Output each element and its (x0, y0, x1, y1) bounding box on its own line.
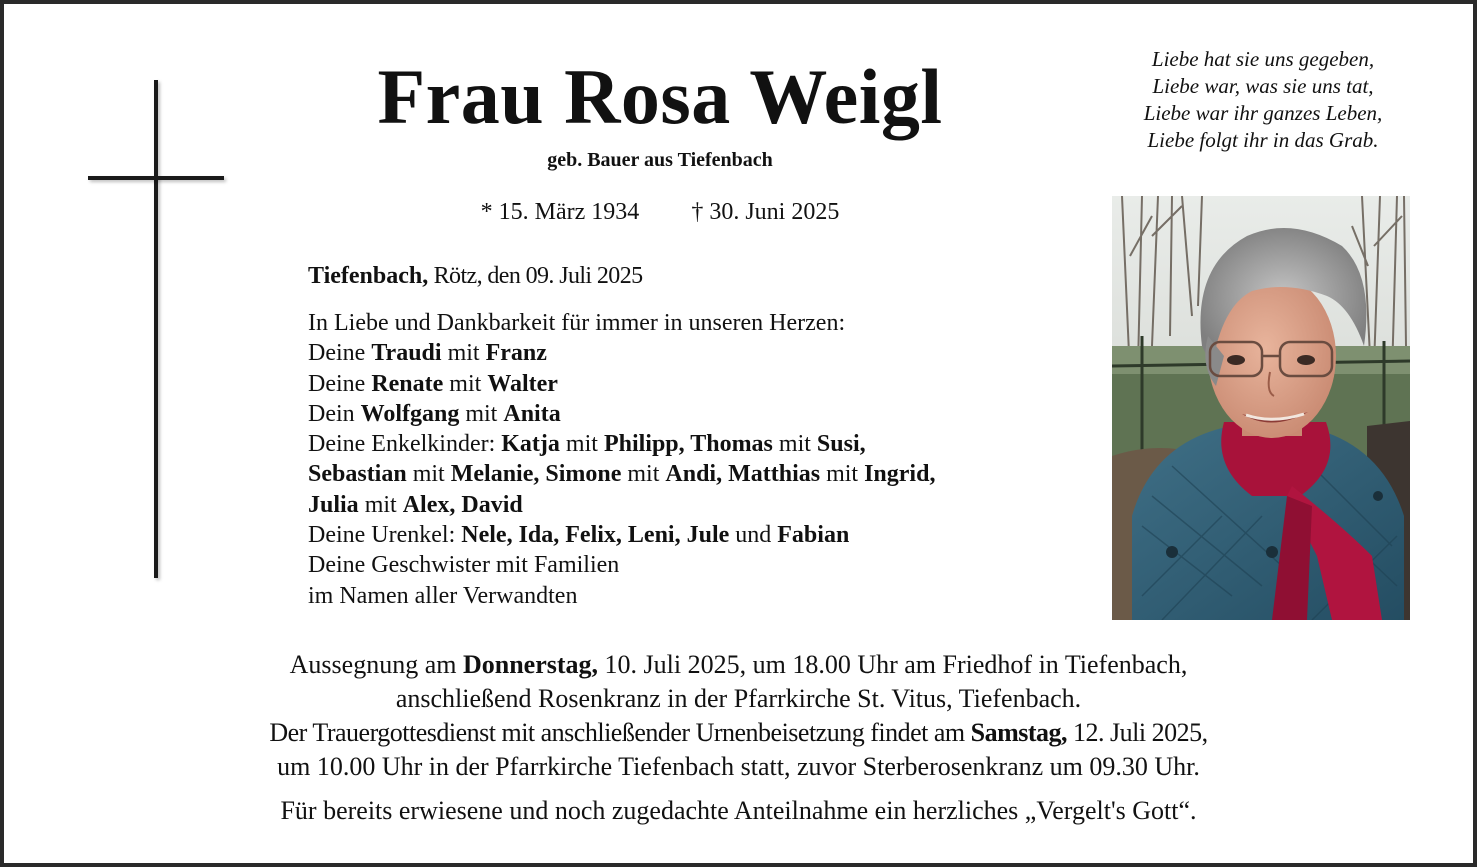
text-segment: anschließend Rosenkranz in der Pfarrkirche St. Vitus, Tiefenbach. (395, 684, 1082, 713)
mourner-line (308, 399, 1088, 429)
text-segment: mit (441, 340, 486, 367)
mourner-line (308, 429, 1088, 459)
thanks-line: Für bereits erwiesene und noch zugedachte Anteilnahme ein herzliches „Vergelt's Gott“. (280, 796, 1197, 825)
service-line (0, 716, 1477, 750)
text-segment: mit (621, 461, 666, 488)
text-segment: mit (772, 431, 817, 458)
text-segment: im Namen aller Verwandten (308, 582, 578, 609)
mourner-line (308, 459, 1088, 489)
text-segment: mit (559, 431, 604, 458)
mourner-line (308, 338, 1088, 368)
life-dates (300, 197, 1020, 227)
text-segment: mit (358, 491, 403, 518)
text-segment: um 10.00 Uhr in der Pfarrkirche Tiefenbach statt, zuvor Sterberosenkranz um 09.30 Uhr. (277, 752, 1200, 781)
bold-name: Traudi (371, 340, 442, 367)
text-segment: Deine Enkelkinder: (308, 431, 502, 458)
place-town: Tiefenbach, (308, 263, 429, 289)
mourners-list (308, 308, 1088, 611)
place-rest: Rötz, den 09. Juli 2025 (428, 263, 643, 289)
poem-line: Liebe war ihr ganzes Leben, (1143, 101, 1383, 125)
service-line (0, 682, 1477, 716)
poem-line: Liebe war, was sie uns tat, (1152, 74, 1374, 98)
mourner-line (308, 550, 1088, 580)
text-segment: Der Trauergottesdienst mit anschließender Urnenbeisetzung findet am (269, 718, 971, 747)
deceased-name: Frau Rosa Weigl (377, 53, 943, 140)
poem (1098, 46, 1428, 154)
bold-name: Susi, (816, 431, 866, 458)
bold-name: Philipp, Thomas (603, 431, 773, 458)
place-date (308, 261, 643, 291)
mourner-line (308, 490, 1088, 520)
service-announcement (0, 648, 1477, 784)
text-segment: mit (820, 461, 865, 488)
text-segment: mit (406, 461, 451, 488)
text-segment: und (729, 522, 778, 549)
bold-name: Fabian (777, 522, 850, 549)
bold-name: Andi, Matthias (665, 461, 821, 488)
portrait-photo (1112, 196, 1410, 620)
bold-name: Nele, Ida, Felix, Leni, Jule (461, 522, 730, 549)
bold-name: Donnerstag, (462, 650, 599, 679)
bold-name: Ingrid, (864, 461, 936, 488)
text-segment: Deine Geschwister mit Familien (308, 552, 620, 579)
birth-date: * 15. März 1934 (480, 199, 640, 225)
text-segment: mit (443, 370, 488, 397)
text-segment: Deine (308, 370, 372, 397)
text-segment: 12. Juli 2025, (1067, 718, 1208, 747)
poem-line: Liebe folgt ihr in das Grab. (1147, 128, 1379, 152)
mourners-intro: In Liebe und Dankbarkeit für immer in unseren Herzen: (308, 310, 846, 336)
cross-vertical-bar (154, 80, 158, 578)
death-date: † 30. Juni 2025 (691, 199, 840, 225)
bold-name: Wolfgang (360, 400, 460, 427)
text-segment: Aussegnung am (289, 650, 463, 679)
bold-name: Renate (371, 370, 444, 397)
mourner-line (308, 369, 1088, 399)
text-segment: Dein (308, 400, 361, 427)
mourner-line (308, 520, 1088, 550)
text-segment: mit (459, 400, 504, 427)
bold-name: Samstag, (970, 718, 1068, 747)
text-segment: 10. Juli 2025, um 18.00 Uhr am Friedhof in Tiefenbach, (598, 650, 1188, 679)
bold-name: Melanie, Simone (450, 461, 622, 488)
birth-name: geb. Bauer aus Tiefenbach (547, 149, 773, 171)
bold-name: Sebastian (308, 461, 407, 488)
portrait-illustration (1112, 196, 1410, 620)
bold-name: Katja (501, 431, 560, 458)
bold-name: Walter (487, 370, 558, 397)
service-line (0, 750, 1477, 784)
bold-name: Julia (308, 491, 359, 518)
mourner-line (308, 581, 1088, 611)
service-line (0, 648, 1477, 682)
bold-name: Franz (485, 340, 547, 367)
bold-name: Alex, David (402, 491, 523, 518)
poem-line: Liebe hat sie uns gegeben, (1151, 47, 1375, 71)
mourners-lines (308, 338, 1088, 611)
text-segment: Deine Urenkel: (308, 522, 462, 549)
text-segment: Deine (308, 340, 372, 367)
bold-name: Anita (503, 400, 561, 427)
cross-horizontal-bar (88, 176, 224, 180)
